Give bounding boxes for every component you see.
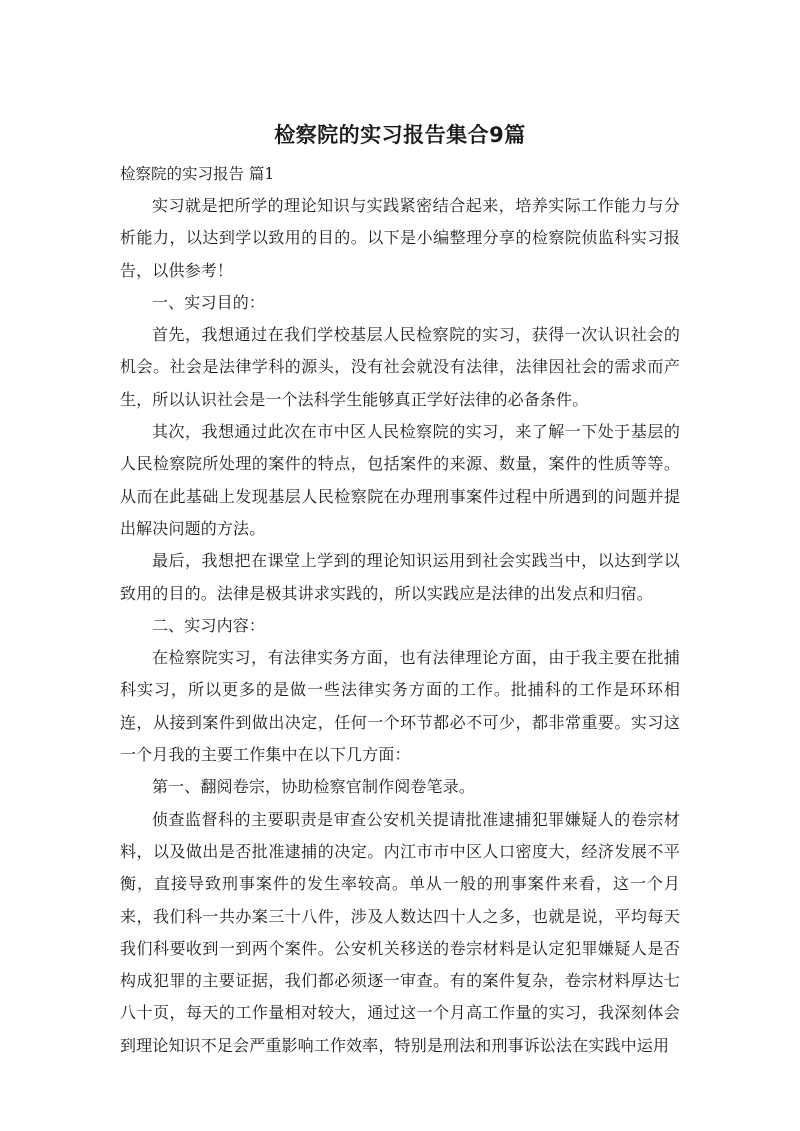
section-heading-content: 二、实习内容：: [152, 615, 266, 635]
paragraph-content-overview: 在检察院实习，有法律实务方面，也有法律理论方面，由于我主要在批捕科实习，所以更多的是做一些法律实务方面的工作。批捕科的工作是环环相连，从接到案件到做出决定，任何一个环节都必不可少，都非常重要。实习这一个月我的主要工作集中在以下几方面：: [120, 648, 680, 765]
section-heading-purpose: 一、实习目的：: [152, 292, 266, 312]
paragraph-content-item-one: 第一、翻阅卷宗，协助检察官制作阅卷笔录。: [152, 777, 476, 797]
document-subtitle: 检察院的实习报告 篇1: [120, 165, 275, 183]
paragraph-purpose-second: 其次，我想通过此次在市中区人民检察院的实习，来了解一下处于基层的人民检察院所处理的案件的特点，包括案件的来源、数量，案件的性质等等。从而在此基础上发现基层人民检察院在办理刑事案件过程中所遇到的问题并提出解决问题的方法。: [120, 422, 680, 538]
paragraph-content-detail: 侦查监督科的主要职责是审查公安机关提请批准逮捕犯罪嫌疑人的卷宗材料，以及做出是否批准逮捕的决定。内江市市中区人口密度大，经济发展不平衡，直接导致刑事案件的发生率较高。单从一般的刑事案件来看，这一个月来，我们科一共办案三十八件，涉及人数达四十人之多，也就是说，平均每天我们科要收到一到两个案件。公安机关移送的卷宗材料是认定犯罪嫌疑人是否构成犯罪的主要证据，我们都必须逐一审查。有的案件复杂，卷宗材料厚达七八十页，每天的工作量相对较大，通过这一个月高工作量的实习，我深刻体会到理论知识不足会严重影响工作效率，特别是刑法和刑事诉讼法在实践中运用: [120, 809, 680, 1055]
document-body: [120, 190, 680, 1062]
document-title: 检察院的实习报告集合9篇: [274, 123, 526, 147]
paragraph-purpose-last: 最后，我想把在课堂上学到的理论知识运用到社会实践当中，以达到学以致用的目的。法律是极其讲求实践的，所以实践应是法律的出发点和归宿。: [120, 551, 680, 603]
paragraph-purpose-first: 首先，我想通过在我们学校基层人民检察院的实习，获得一次认识社会的机会。社会是法律学科的源头，没有社会就没有法律，法律因社会的需求而产生，所以认识社会是一个法科学生能够真正学好法律的必备条件。: [120, 325, 680, 409]
paragraph-intro: 实习就是把所学的理论知识与实践紧密结合起来，培养实际工作能力与分析能力，以达到学以致用的目的。以下是小编整理分享的检察院侦监科实习报告，以供参考！: [120, 196, 680, 280]
